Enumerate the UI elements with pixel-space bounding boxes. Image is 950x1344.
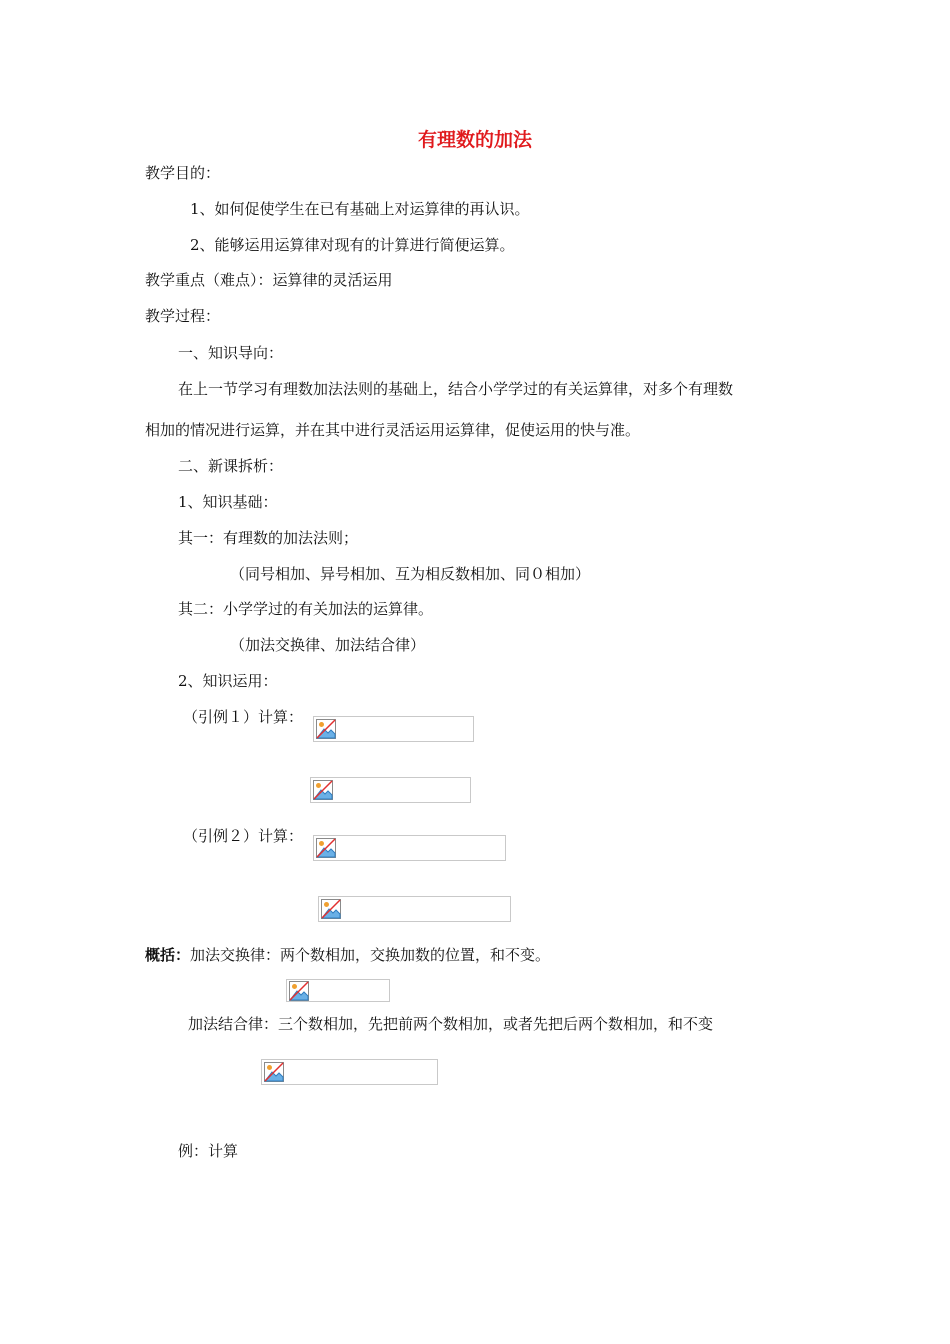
objective-item-2: 2、能够运用运算律对现有的计算进行简便运算。	[190, 236, 515, 254]
broken-image-icon	[264, 1062, 284, 1082]
basics-heading: 1、知识基础：	[178, 493, 278, 511]
section-2-heading: 二、新课拆析：	[178, 457, 284, 475]
process-heading: 教学过程：	[145, 307, 221, 325]
summary-line	[145, 945, 550, 965]
summary-associative: 加法结合律：三个数相加，先把前两个数相加，或者先把后两个数相加，和不变	[188, 1015, 714, 1033]
basics-item-1-detail: （同号相加、异号相加、互为相反数相加、同０相加）	[230, 565, 591, 583]
basics-item-1: 其一：有理数的加法法则；	[178, 529, 359, 547]
formula-image	[286, 979, 390, 1002]
formula-image	[313, 835, 506, 861]
broken-image-icon	[313, 780, 333, 800]
application-heading: 2、知识运用：	[178, 672, 278, 690]
section-1-paragraph-line-2: 相加的情况进行运算，并在其中进行灵活运用运算律，促使运用的快与准。	[145, 421, 641, 439]
summary-commutative: 加法交换律：两个数相加，交换加数的位置，和不变。	[190, 946, 551, 964]
example-2-label: （引例２）计算：	[183, 827, 304, 845]
example-1-label: （引例１）计算：	[183, 708, 304, 726]
page-title: 有理数的加法	[417, 129, 532, 151]
section-1-paragraph-line-1: 在上一节学习有理数加法法则的基础上，结合小学学过的有关运算律，对多个有理数	[178, 380, 734, 398]
broken-image-icon	[289, 981, 309, 1001]
summary-label: 概括：	[145, 946, 191, 964]
objective-item-1: 1、如何促使学生在已有基础上对运算律的再认识。	[190, 200, 530, 218]
formula-image	[313, 716, 474, 742]
broken-image-icon	[321, 899, 341, 919]
key-point: 教学重点（难点）：运算律的灵活运用	[145, 271, 393, 289]
formula-image	[261, 1059, 438, 1085]
final-example: 例：计算	[178, 1142, 239, 1160]
formula-image	[310, 777, 471, 803]
basics-item-2-detail: （加法交换律、加法结合律）	[230, 636, 426, 654]
objectives-heading: 教学目的：	[145, 164, 221, 182]
broken-image-icon	[316, 719, 336, 739]
section-1-heading: 一、知识导向：	[178, 344, 284, 362]
formula-image	[318, 896, 511, 922]
basics-item-2: 其二：小学学过的有关加法的运算律。	[178, 600, 434, 618]
broken-image-icon	[316, 838, 336, 858]
